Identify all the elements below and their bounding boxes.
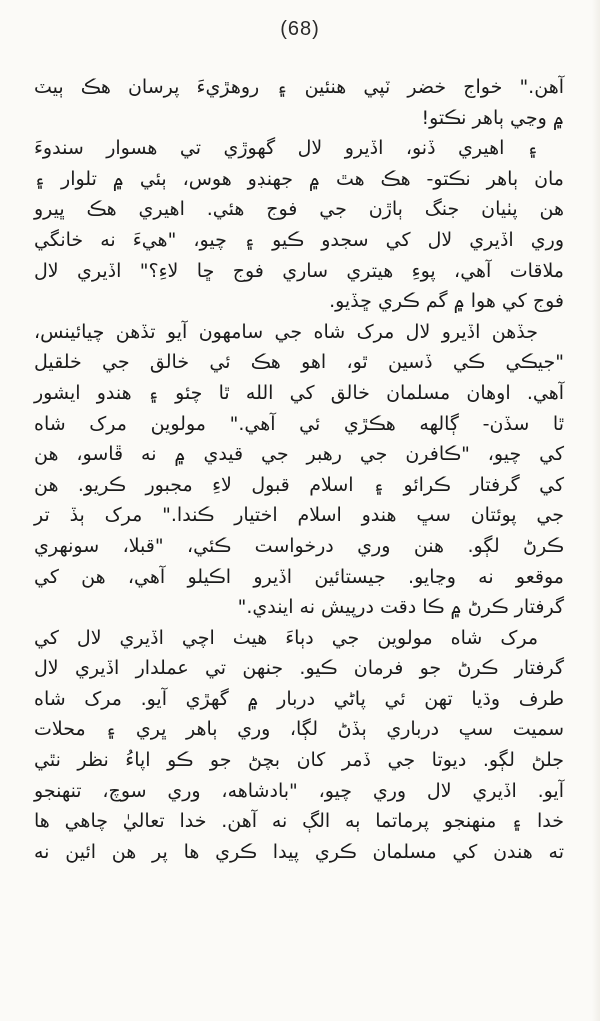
page-number: (68) <box>280 18 320 40</box>
text-line: آهي. اوهان مسلمان خالق کي الله ٿا چئو ۽ هندو ايشور <box>34 381 564 404</box>
text-line: ته هندن کي مسلمان ڪري پيدا ڪري ها پر هن ائين نه <box>34 840 564 863</box>
text-line: موقعو نه وڃايو. جيستائين اڏيرو اڪيلو آهي، هن کي <box>34 565 564 588</box>
text-line: جڏهن اڏيرو لال مرک شاه جي سامهون آيو تڏهن چيائينس، <box>34 320 538 343</box>
text-line: گرفتار ڪرڻ ۾ ڪا دقت درپيش نه ايندي." <box>237 596 564 619</box>
paragraph-1 <box>34 72 564 133</box>
text-line: گرفتار ڪرڻ جو فرمان ڪيو. جنهن تي عملدار اڏيري لال <box>34 657 564 680</box>
text-line: وري اڏيري لال کي سجدو ڪيو ۽ چيو، "هيءَ نه خانگي <box>34 228 564 251</box>
text-line: سميت سڀ درباري ٻڏڻ لڳا، وري ٻاهر ڀري ۽ محلات <box>34 718 564 741</box>
text-line: مان ٻاهر نڪتو- هڪ هٿ ۾ جهنڊو هوس، ٻئي ۾ تلوار ۽ <box>34 167 564 190</box>
text-line: ٿا سڏن- ڳالهه هڪڙي ئي آهي." مولوين مرک شاه <box>34 412 564 435</box>
text-line: کي گرفتار ڪرائو ۽ اسلام قبول لاءِ مجبور ڪريو. هن <box>34 473 564 496</box>
text-line: هن پٺيان جنگ ٻاڙن جي فوج هئي. اهيري هڪ ڀيرو <box>34 198 564 221</box>
text-line: مرک شاه مولوين جي دٻاءَ هيٺ اچي اڏيري لال کي <box>34 626 538 649</box>
text-line: جلڻ لڳو. ديوتا جي ڏمر کان بچڻ جو ڪو اپاءُ نظر نٿي <box>34 749 564 772</box>
text-line: طرف وڌيا تهن ئي پاڻي دربار ۾ گهڙي آيو. مرک شاه <box>34 687 564 710</box>
paragraph-3 <box>34 317 564 623</box>
paragraph-4 <box>34 623 564 868</box>
body-text <box>34 72 564 867</box>
text-line: "جيڪي ڪي ڏسين ٿو، اهو هڪ ئي خالق جي خلقيل <box>34 351 564 374</box>
page-edge-shadow <box>592 0 600 1021</box>
text-line: ۽ اهيري ڏنو، اڏيرو لال گهوڙي تي هسوار سندوءَ <box>34 137 538 160</box>
text-line: ملاقات آهي، پوءِ هيتري ساري فوج ڇا لاءِ؟" اڏيري لال <box>34 259 564 282</box>
text-line: ۾ وڃي ٻاهر نڪتو! <box>421 106 564 129</box>
paragraph-2 <box>34 133 564 317</box>
text-line: خدا ۽ منهنجو پرماتما ٻه الڳ نه آهن. خدا تعاليٰ چاهي ها <box>34 810 564 833</box>
text-line: فوج کي هوا ۾ گم ڪري ڇڏيو. <box>329 290 564 313</box>
text-line: کي چيو، "ڪافرن جي رهبر جي قيدي ۾ نه ڦاسو، هن <box>34 443 564 466</box>
text-line: ڪرڻ لڳو. هنن وري درخواست ڪئي، "قبلا، سونهري <box>34 534 564 557</box>
text-line: آهن." خواج خضر ٽپي هنئين ۽ روهڙيءَ پرسان هڪ ٻيٽ <box>34 76 564 98</box>
text-line: آيو. اڏيري لال وري چيو، "بادشاهه، وري سوچ، تنهنجو <box>34 779 564 802</box>
text-line: جي پوئتان سڀ هندو اسلام اختيار ڪندا." مرک ٻڏ تر <box>34 504 564 527</box>
